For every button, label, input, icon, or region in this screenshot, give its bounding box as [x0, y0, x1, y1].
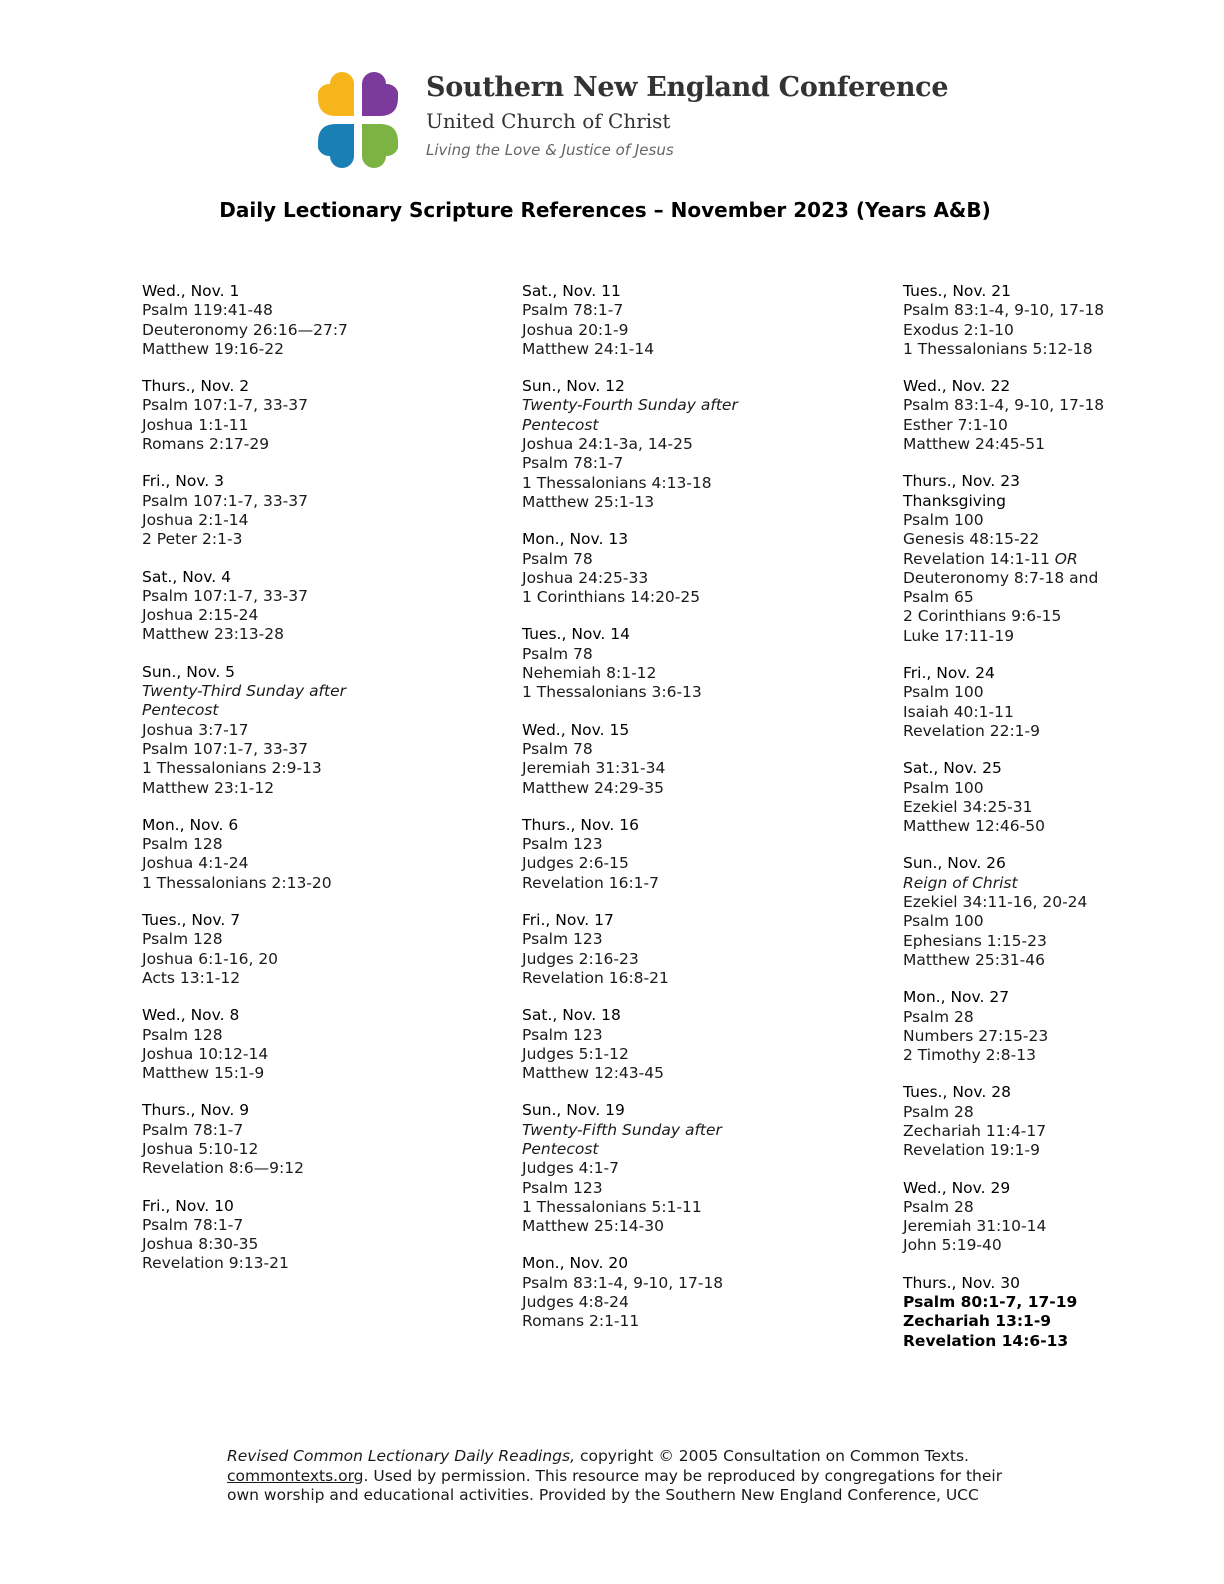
reading: John 5:19-40 [903, 1236, 1002, 1255]
org-name: Southern New England Conference [426, 72, 949, 103]
reading: Psalm 83:1-4, 9-10, 17-18 [522, 1273, 724, 1292]
reading: Isaiah 40:1-11 [903, 702, 1014, 721]
reading-text: Revelation 14:1-11 [903, 549, 1055, 568]
day-entry [142, 1101, 442, 1178]
reading: Nehemiah 8:1-12 [522, 664, 657, 683]
reading: Joshua 20:1-9 [522, 320, 629, 339]
reading: Ephesians 1:15-23 [903, 931, 1047, 950]
reading: Psalm 128 [142, 930, 223, 949]
reading: Judges 5:1-12 [522, 1044, 629, 1063]
reading: Joshua 24:1-3a, 14-25 [522, 435, 693, 454]
reading: Matthew 24:45-51 [903, 435, 1045, 454]
reading: Psalm 123 [522, 930, 603, 949]
reading: Exodus 2:1-10 [903, 320, 1014, 339]
reading: Revelation 14:6-13 [903, 1331, 1069, 1350]
column-2 [522, 282, 822, 1350]
day-heading: Wed., Nov. 1 [142, 282, 240, 300]
footer-provided-by: own worship and educational activities. Provided by the Southern New England Conference, UCC [227, 1486, 979, 1504]
reading: 1 Corinthians 14:20-25 [522, 588, 701, 607]
footer-credits [227, 1447, 1087, 1506]
liturgical-note: Twenty-Fourth Sunday after [522, 396, 738, 415]
day-heading: Mon., Nov. 6 [142, 815, 239, 834]
day-entry [142, 282, 442, 359]
day-entry [142, 1197, 442, 1274]
reading: 1 Thessalonians 2:13-20 [142, 873, 332, 892]
day-heading: Tues., Nov. 21 [903, 282, 1011, 300]
reading: Psalm 78:1-7 [522, 301, 624, 320]
reading: Psalm 100 [903, 912, 984, 931]
commontexts-link[interactable]: commontexts.org [227, 1466, 364, 1485]
day-entry [142, 568, 442, 645]
liturgical-note: Reign of Christ [903, 873, 1018, 892]
reading: Revelation 16:8-21 [522, 968, 669, 987]
liturgical-note: Pentecost [522, 415, 599, 434]
day-heading: Thurs., Nov. 2 [142, 377, 250, 396]
reading: Psalm 78:1-7 [142, 1120, 244, 1139]
day-entry [903, 282, 1203, 359]
reading: Joshua 2:15-24 [142, 606, 259, 625]
reading: Revelation 9:13-21 [142, 1254, 289, 1273]
reading: Matthew 25:1-13 [522, 492, 655, 511]
day-entry [903, 759, 1203, 836]
reading: Zechariah 11:4-17 [903, 1121, 1047, 1140]
reading-or: OR [1054, 549, 1078, 568]
reading: Joshua 2:1-14 [142, 510, 249, 529]
reading: Psalm 123 [522, 835, 603, 854]
day-heading: Sat., Nov. 4 [142, 567, 231, 586]
reading: Joshua 6:1-16, 20 [142, 949, 279, 968]
reading: Ezekiel 34:25-31 [903, 797, 1033, 816]
reading: Matthew 25:14-30 [522, 1217, 664, 1236]
day-entry [522, 1006, 822, 1083]
reading: Joshua 24:25-33 [522, 568, 649, 587]
liturgical-note: Pentecost [522, 1139, 599, 1158]
day-entry [522, 911, 822, 988]
reading: Psalm 28 [903, 1102, 974, 1121]
day-subtitle: Thanksgiving [903, 491, 1006, 510]
day-entry [142, 911, 442, 988]
reading: Psalm 128 [142, 1025, 223, 1044]
reading: Matthew 12:43-45 [522, 1064, 664, 1083]
reading: Psalm 119:41-48 [142, 301, 273, 320]
reading: Psalm 100 [903, 683, 984, 702]
day-heading: Sun., Nov. 5 [142, 662, 236, 681]
day-entry [142, 663, 442, 798]
day-heading: Sun., Nov. 12 [522, 377, 625, 396]
day-heading: Thurs., Nov. 30 [903, 1273, 1020, 1292]
reading: Matthew 15:1-9 [142, 1064, 265, 1083]
reading: Genesis 48:15-22 [903, 530, 1040, 549]
day-heading: Mon., Nov. 20 [522, 1254, 629, 1273]
day-entry [522, 377, 822, 512]
reading: Esther 7:1-10 [903, 415, 1008, 434]
reading: Psalm 128 [142, 835, 223, 854]
reading: Romans 2:1-11 [522, 1312, 640, 1331]
reading: Deuteronomy 26:16—27:7 [142, 320, 348, 339]
reading: Matthew 23:1-12 [142, 778, 275, 797]
reading: Revelation 16:1-7 [522, 873, 660, 892]
reading: Revelation 19:1-9 [903, 1141, 1041, 1160]
reading: Joshua 8:30-35 [142, 1235, 259, 1254]
reading: Matthew 12:46-50 [903, 817, 1045, 836]
reading: Psalm 78:1-7 [142, 1215, 244, 1234]
day-heading: Fri., Nov. 3 [142, 472, 225, 491]
day-heading: Wed., Nov. 15 [522, 720, 630, 739]
reading: Jeremiah 31:31-34 [522, 759, 666, 778]
reading: Judges 2:16-23 [522, 949, 639, 968]
reading: Psalm 28 [903, 1197, 974, 1216]
reading: 2 Timothy 2:8-13 [903, 1046, 1036, 1065]
reading: Numbers 27:15-23 [903, 1026, 1049, 1045]
reading: Matthew 24:1-14 [522, 339, 655, 358]
reading: Psalm 100 [903, 510, 984, 529]
day-heading: Sat., Nov. 25 [903, 759, 1002, 778]
reading: Joshua 4:1-24 [142, 854, 249, 873]
column-3 [903, 282, 1203, 1369]
letterhead [306, 68, 949, 178]
reading: 2 Corinthians 9:6-15 [903, 607, 1062, 626]
reading: Zechariah 13:1-9 [903, 1312, 1052, 1331]
day-heading: Wed., Nov. 8 [142, 1006, 240, 1025]
reading [903, 550, 1203, 569]
reading: Psalm 100 [903, 778, 984, 797]
reading: Judges 2:6-15 [522, 854, 629, 873]
day-entry [522, 282, 822, 359]
reading: Psalm 107:1-7, 33-37 [142, 491, 308, 510]
reading: Matthew 24:29-35 [522, 778, 664, 797]
reading: Psalm 107:1-7, 33-37 [142, 739, 308, 758]
footer-permission: . Used by permission. This resource may be reproduced by congregations for their [363, 1466, 1003, 1485]
day-heading: Tues., Nov. 7 [142, 911, 241, 930]
day-heading: Wed., Nov. 22 [903, 377, 1011, 396]
day-entry [522, 721, 822, 798]
day-entry [522, 1254, 822, 1331]
reading: Joshua 5:10-12 [142, 1139, 259, 1158]
reading: Joshua 10:12-14 [142, 1044, 269, 1063]
reading: Judges 4:8-24 [522, 1293, 629, 1312]
reading: Psalm 123 [522, 1178, 603, 1197]
reading: Revelation 8:6—9:12 [142, 1159, 304, 1178]
reading: Matthew 25:31-46 [903, 950, 1045, 969]
day-heading: Mon., Nov. 27 [903, 988, 1010, 1007]
reading: Psalm 78 [522, 549, 593, 568]
day-heading: Fri., Nov. 24 [903, 664, 995, 683]
reading: Luke 17:11-19 [903, 626, 1015, 645]
day-heading: Sat., Nov. 11 [522, 282, 621, 300]
reading: Psalm 78:1-7 [522, 454, 624, 473]
reading: Psalm 80:1-7, 17-19 [903, 1293, 1078, 1312]
day-entry [903, 377, 1203, 454]
liturgical-note: Pentecost [142, 701, 219, 720]
day-entry [903, 988, 1203, 1065]
reading: 1 Thessalonians 4:13-18 [522, 473, 712, 492]
day-entry [522, 1101, 822, 1236]
reading: Ezekiel 34:11-16, 20-24 [903, 893, 1088, 912]
heart-cross-logo [306, 68, 410, 172]
reading: Psalm 107:1-7, 33-37 [142, 396, 308, 415]
day-heading: Fri., Nov. 17 [522, 911, 614, 930]
reading: Psalm 78 [522, 644, 593, 663]
day-heading: Fri., Nov. 10 [142, 1196, 234, 1215]
org-tagline: Living the Love & Justice of Jesus [426, 141, 674, 159]
reading: Psalm 28 [903, 1007, 974, 1026]
liturgical-note: Twenty-Third Sunday after [142, 682, 347, 701]
liturgical-note: Twenty-Fifth Sunday after [522, 1120, 722, 1139]
day-entry [903, 664, 1203, 741]
reading: Joshua 3:7-17 [142, 720, 249, 739]
reading: 1 Thessalonians 5:12-18 [903, 339, 1093, 358]
reading: Psalm 107:1-7, 33-37 [142, 586, 308, 605]
column-1 [142, 282, 442, 1292]
day-entry [903, 472, 1203, 646]
day-heading: Sat., Nov. 18 [522, 1006, 621, 1025]
day-entry [522, 625, 822, 702]
reading: Joshua 1:1-11 [142, 415, 249, 434]
footer-copyright: copyright © 2005 Consultation on Common Texts. [575, 1447, 969, 1465]
reading: Matthew 19:16-22 [142, 339, 284, 358]
reading: Matthew 23:13-28 [142, 625, 284, 644]
footer-source-title: Revised Common Lectionary Daily Readings, [227, 1447, 576, 1465]
day-entry [903, 1179, 1203, 1256]
day-entry [142, 1006, 442, 1083]
reading: Psalm 78 [522, 739, 593, 758]
day-entry [522, 816, 822, 893]
day-entry [142, 816, 442, 893]
reading: Jeremiah 31:10-14 [903, 1217, 1047, 1236]
day-heading: Sun., Nov. 26 [903, 854, 1006, 873]
reading: Psalm 83:1-4, 9-10, 17-18 [903, 396, 1105, 415]
day-heading: Tues., Nov. 14 [522, 625, 630, 644]
day-entry [522, 530, 822, 607]
day-entry [142, 377, 442, 454]
day-heading: Wed., Nov. 29 [903, 1178, 1011, 1197]
day-heading: Sun., Nov. 19 [522, 1101, 625, 1120]
reading: Revelation 22:1-9 [903, 721, 1041, 740]
reading: Acts 13:1-12 [142, 968, 241, 987]
reading: Psalm 83:1-4, 9-10, 17-18 [903, 301, 1105, 320]
day-entry [142, 472, 442, 549]
reading: 1 Thessalonians 2:9-13 [142, 759, 322, 778]
org-subtitle: United Church of Christ [426, 109, 671, 133]
day-entry [903, 1274, 1203, 1351]
day-entry [903, 854, 1203, 970]
reading: 1 Thessalonians 3:6-13 [522, 683, 702, 702]
day-heading: Thurs., Nov. 16 [522, 815, 639, 834]
reading: Psalm 65 [903, 588, 974, 607]
day-heading: Thurs., Nov. 23 [903, 472, 1020, 491]
page-title: Daily Lectionary Scripture References – November 2023 (Years A&B) [219, 198, 991, 222]
reading: 1 Thessalonians 5:1-11 [522, 1197, 702, 1216]
reading: Deuteronomy 8:7-18 and [903, 568, 1099, 587]
day-entry [903, 1083, 1203, 1160]
reading: 2 Peter 2:1-3 [142, 530, 243, 549]
day-heading: Tues., Nov. 28 [903, 1083, 1011, 1102]
reading: Psalm 123 [522, 1025, 603, 1044]
day-heading: Thurs., Nov. 9 [142, 1101, 250, 1120]
day-heading: Mon., Nov. 13 [522, 530, 629, 549]
reading: Romans 2:17-29 [142, 435, 270, 454]
reading: Judges 4:1-7 [522, 1159, 620, 1178]
